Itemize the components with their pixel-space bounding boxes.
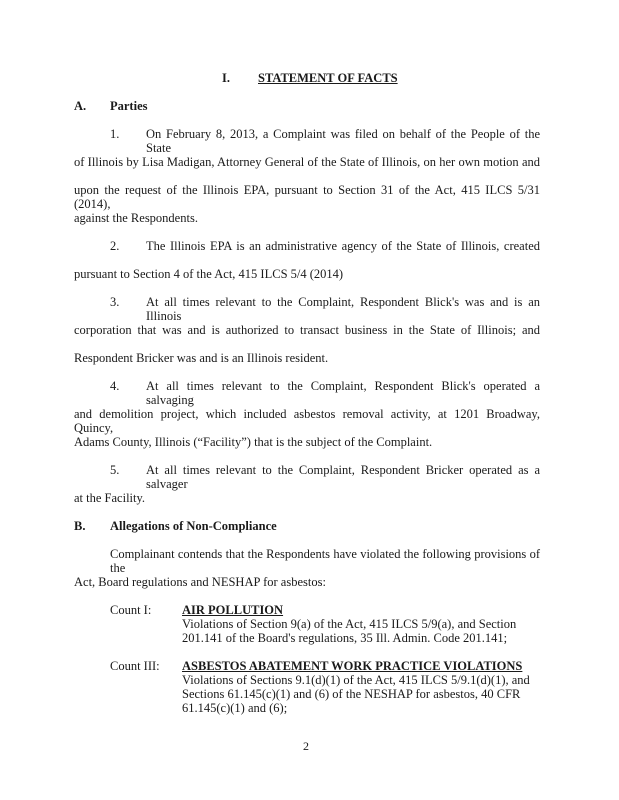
paragraph-line: against the Respondents. <box>74 211 198 225</box>
paragraph-line: pursuant to Section 4 of the Act, 415 ILCS 5/4 (2014) <box>74 267 344 281</box>
paragraph-line: On February 8, 2013, a Complaint was filed on behalf of the People of the State <box>146 127 540 155</box>
subsection-letter-b: B. <box>74 519 86 533</box>
paragraph-line: The Illinois EPA is an administrative agency of the State of Illinois, created <box>146 239 540 253</box>
count-line: 201.141 of the Board's regulations, 35 Ill. Admin. Code 201.141; <box>182 631 508 645</box>
paragraph-line: At all times relevant to the Complaint, Respondent Blick's was and is an Illinois <box>146 295 540 323</box>
paragraph-number: 2. <box>110 239 120 253</box>
paragraph-line: and demolition project, which included asbestos removal activity, at 1201 Broadway, Quincy, <box>74 407 540 435</box>
paragraph-line: at the Facility. <box>74 491 146 505</box>
section-number: I. <box>222 71 230 85</box>
subsection-letter-a: A. <box>74 99 87 113</box>
paragraph-number: 3. <box>110 295 120 309</box>
paragraph-number: 1. <box>110 127 120 141</box>
paragraph-line: At all times relevant to the Complaint, Respondent Blick's operated a salvaging <box>146 379 540 407</box>
paragraph-number: 5. <box>110 463 120 477</box>
paragraph-line: Complainant contends that the Respondents have violated the following provisions of the <box>110 547 540 575</box>
subsection-title-allegations: Allegations of Non-Compliance <box>110 519 277 533</box>
paragraph-line: of Illinois by Lisa Madigan, Attorney General of the State of Illinois, on her own motion and <box>74 155 540 169</box>
paragraph-line: upon the request of the Illinois EPA, pursuant to Section 31 of the Act, 415 ILCS 5/31 (2014), <box>74 183 540 211</box>
count-label: Count III: <box>110 659 160 673</box>
page-heading: STATEMENT OF FACTS <box>258 71 398 85</box>
paragraph-line: At all times relevant to the Complaint, Respondent Bricker operated as a salvager <box>146 463 540 491</box>
count-title: AIR POLLUTION <box>182 603 284 617</box>
paragraph-line: Act, Board regulations and NESHAP for asbestos: <box>74 575 326 589</box>
count-line: Violations of Section 9(a) of the Act, 415 ILCS 5/9(a), and Section <box>182 617 517 631</box>
count-line: 61.145(c)(1) and (6); <box>182 701 288 715</box>
subsection-title-parties: Parties <box>110 99 148 113</box>
paragraph-line: Respondent Bricker was and is an Illinois resident. <box>74 351 329 365</box>
count-line: Sections 61.145(c)(1) and (6) of the NESHAP for asbestos, 40 CFR <box>182 687 521 701</box>
count-title: ASBESTOS ABATEMENT WORK PRACTICE VIOLATIONS <box>182 659 523 673</box>
count-line: Violations of Sections 9.1(d)(1) of the Act, 415 ILCS 5/9.1(d)(1), and <box>182 673 530 687</box>
count-label: Count I: <box>110 603 152 617</box>
paragraph-line: corporation that was and is authorized to transact business in the State of Illinois; and <box>74 323 540 337</box>
page-number: 2 <box>303 739 309 753</box>
paragraph-number: 4. <box>110 379 120 393</box>
paragraph-line: Adams County, Illinois (“Facility”) that is the subject of the Complaint. <box>74 435 433 449</box>
